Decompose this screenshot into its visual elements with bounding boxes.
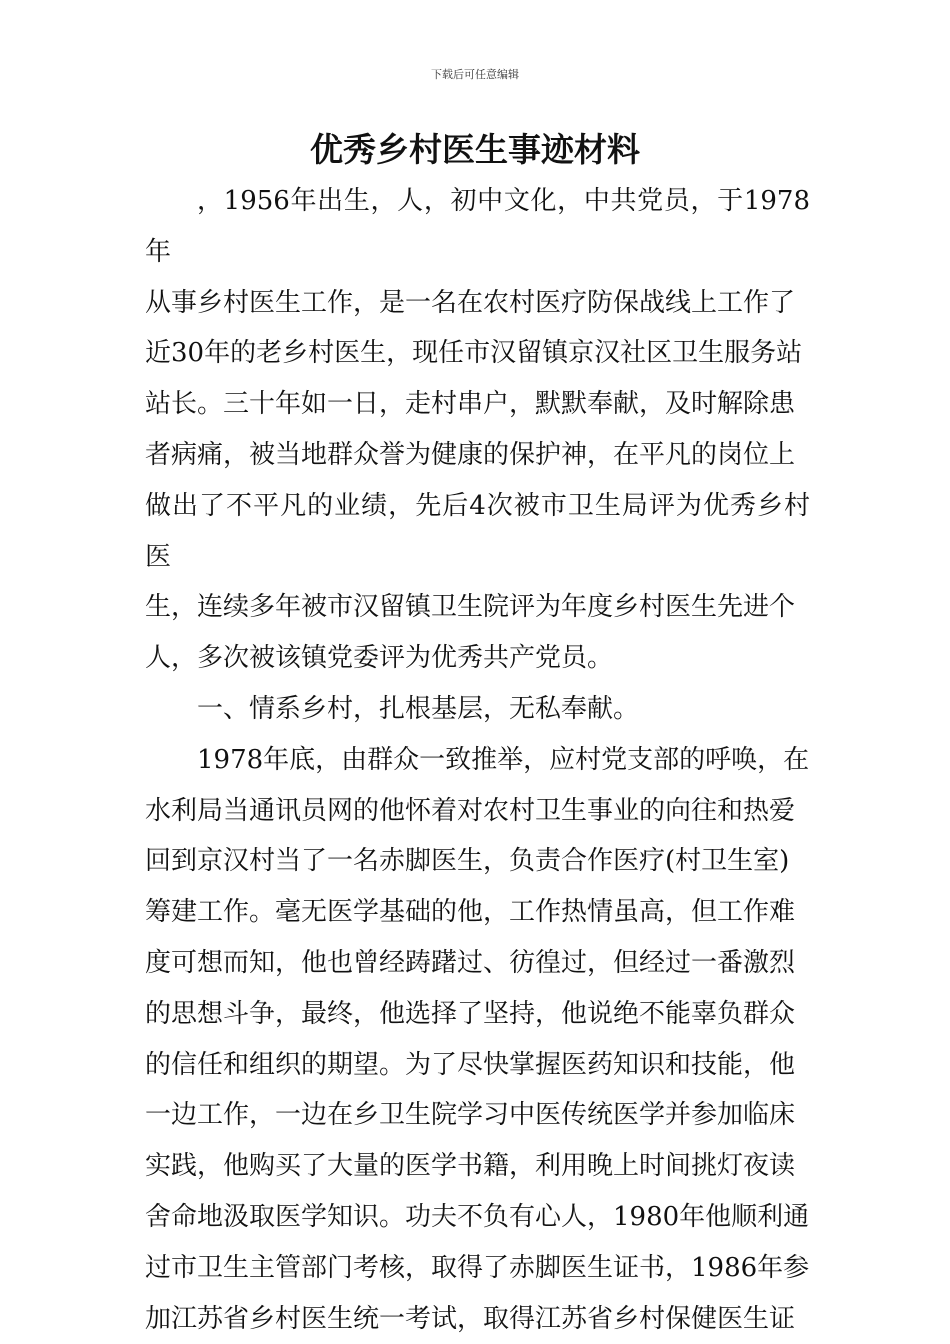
- paragraph-body-line: 一边工作，一边在乡卫生院学习中医传统医学并参加临床: [145, 1100, 796, 1131]
- paragraph-intro-line: 人，多次被该镇党委评为优秀共产党员。: [145, 643, 614, 674]
- paragraph-body-line: 过市卫生主管部门考核，取得了赤脚医生证书，1986年参: [145, 1252, 810, 1283]
- document-title: 优秀乡村医生事迹材料: [310, 130, 640, 169]
- paragraph-intro-line: 站长。三十年如一日，走村串户，默默奉献，及时解除患: [145, 389, 796, 420]
- paragraph-body-line: 实践，他购买了大量的医学书籍，利用晚上时间挑灯夜读: [145, 1151, 796, 1182]
- paragraph-intro-line: 从事乡村医生工作，是一名在农村医疗防保战线上工作了: [145, 287, 796, 318]
- document-body: [145, 176, 810, 1344]
- paragraph-body-line: 加江苏省乡村医生统一考试，取得江苏省乡村保健医生证: [145, 1303, 796, 1334]
- paragraph-body-line: 的思想斗争，最终，他选择了坚持，他说绝不能辜负群众: [145, 998, 796, 1029]
- paragraph-body-line: 筹建工作。毫无医学基础的他，工作热情虽高，但工作难: [145, 897, 796, 928]
- page-header-note: 下载后可任意编辑: [431, 68, 519, 81]
- paragraph-intro-line: 近30年的老乡村医生，现任市汉留镇京汉社区卫生服务站: [145, 338, 803, 369]
- paragraph-body-line: 回到京汉村当了一名赤脚医生，负责合作医疗(村卫生室): [145, 846, 790, 877]
- paragraph-intro-line: 做出了不平凡的业绩，先后4次被市卫生局评为优秀乡村医: [145, 490, 810, 572]
- paragraph-body-line: 水利局当通讯员网的他怀着对农村卫生事业的向往和热爱: [145, 795, 796, 826]
- paragraph-intro-line: 生，连续多年被市汉留镇卫生院评为年度乡村医生先进个: [145, 592, 796, 623]
- paragraph-body-line: 1978年底，由群众一致推举，应村党支部的呼唤，在: [197, 744, 810, 775]
- paragraph-intro-line: ，1956年出生，人，初中文化，中共党员，于1978年: [145, 186, 810, 267]
- paragraph-body-line: 度可想而知，他也曾经踌躇过、彷徨过，但经过一番激烈: [145, 947, 796, 978]
- paragraph-intro-line: 者病痛，被当地群众誉为健康的保护神，在平凡的岗位上: [145, 439, 796, 470]
- paragraph-body-line: 舍命地汲取医学知识。功夫不负有心人，1980年他顺利通: [145, 1201, 810, 1232]
- section-heading: 一、情系乡村，扎根基层，无私奉献。: [197, 693, 640, 724]
- paragraph-body-line: 的信任和组织的期望。为了尽快掌握医药知识和技能，他: [145, 1049, 796, 1080]
